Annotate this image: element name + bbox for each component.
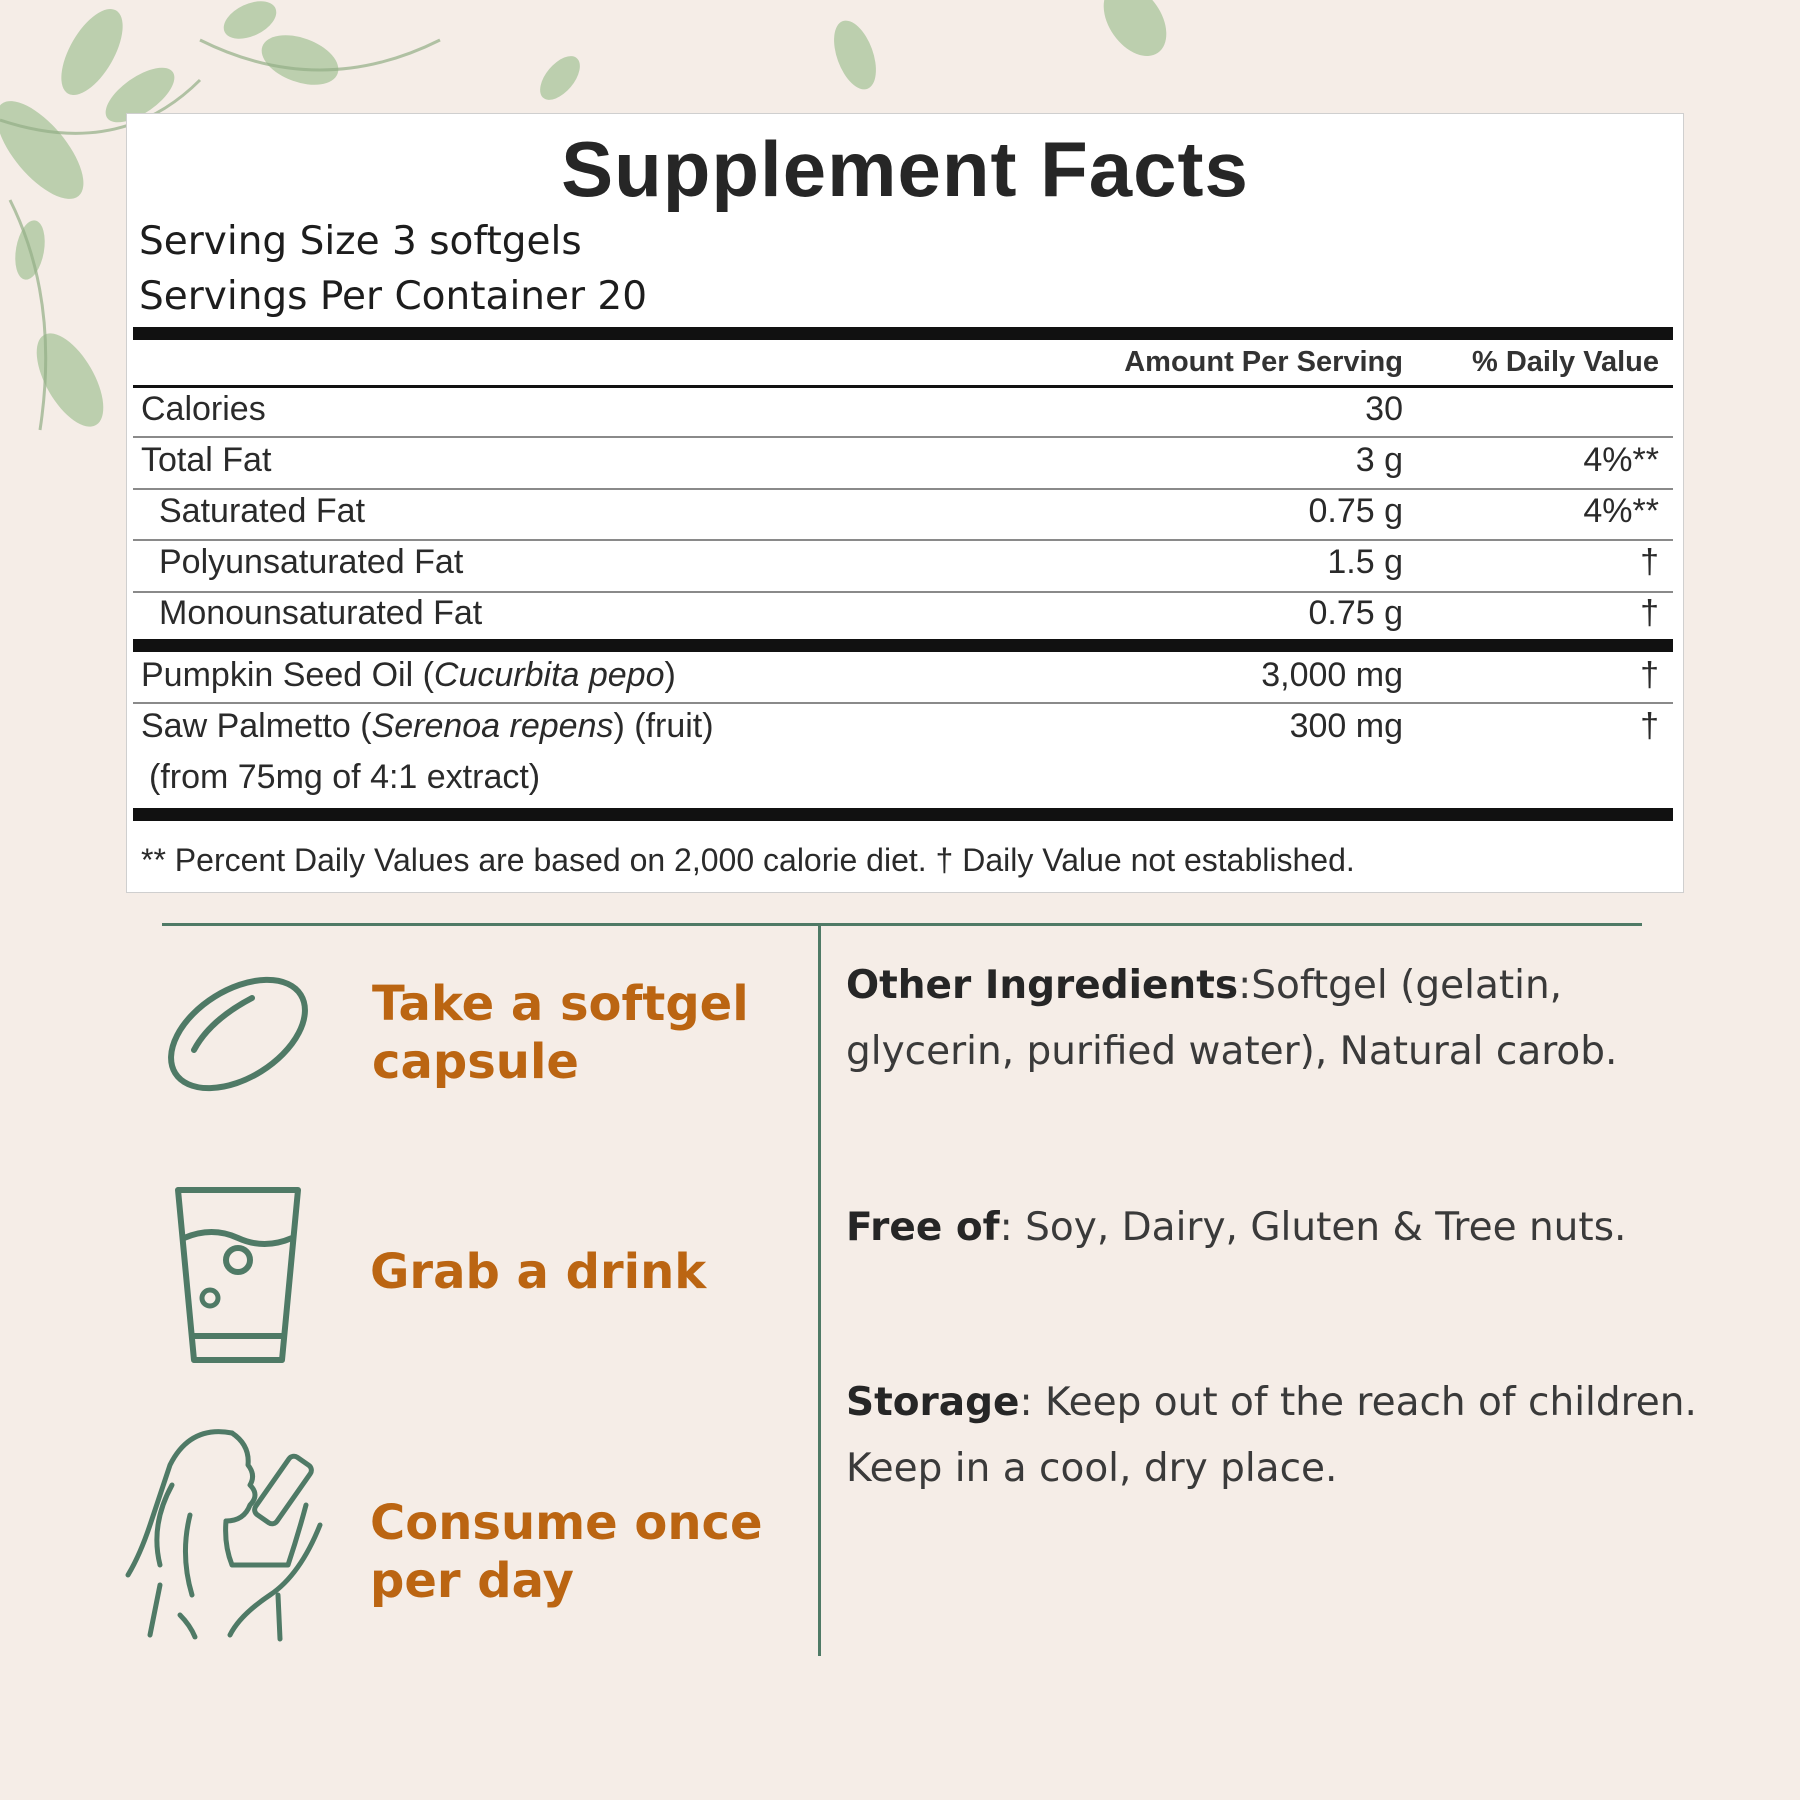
facts-row-amount: 3 g [1355, 441, 1403, 479]
free-of [846, 1195, 1706, 1261]
latin-name: Cucurbita pepo [433, 656, 665, 694]
facts-row-label: Saturated Fat [159, 492, 366, 530]
step-consume-text: Consume once per day [370, 1495, 763, 1609]
facts-row-label: Total Fat [141, 441, 272, 479]
other-ingredients-label: Other Ingredients [846, 963, 1239, 1008]
row-rule [133, 702, 1673, 704]
row-rule [133, 436, 1673, 438]
facts-row-dv: † [1640, 656, 1659, 694]
person-drinking-icon [120, 1425, 360, 1643]
supplement-facts-title: Supplement Facts [561, 125, 1249, 213]
facts-row-amount: 30 [1365, 390, 1403, 428]
row-rule [133, 591, 1673, 593]
storage-text: : Keep out of the reach of children. Keep in a cool, dry place. [846, 1380, 1697, 1491]
extract-note: (from 75mg of 4:1 extract) [149, 758, 541, 796]
free-of-text: : Soy, Dairy, Gluten & Tree nuts. [999, 1205, 1627, 1250]
storage [846, 1370, 1706, 1502]
facts-row-amount: 3,000 mg [1261, 656, 1403, 694]
facts-row-label: Monounsaturated Fat [159, 594, 483, 632]
facts-row-amount: 300 mg [1289, 707, 1403, 745]
daily-value-header: % Daily Value [1472, 346, 1659, 378]
facts-row-label: Calories [141, 390, 266, 428]
amount-per-serving-header: Amount Per Serving [1124, 346, 1403, 378]
thick-rule [133, 639, 1673, 652]
serving-size: Serving Size 3 softgels [139, 219, 582, 264]
section-divider-vertical [818, 926, 821, 1656]
other-ingredients [846, 953, 1706, 1085]
facts-row-dv: † [1640, 543, 1659, 581]
facts-footnote: ** Percent Daily Values are based on 2,000 calorie diet. † Daily Value not established. [141, 842, 1355, 878]
drink-glass-icon [172, 1186, 304, 1366]
step-drink-text: Grab a drink [370, 1244, 707, 1300]
facts-row-amount: 0.75 g [1308, 594, 1403, 632]
facts-row-label: Pumpkin Seed Oil (Cucurbita pepo) [141, 656, 676, 694]
supplement-facts-panel [126, 113, 1684, 893]
facts-row-dv: † [1640, 707, 1659, 745]
row-rule [133, 539, 1673, 541]
other-ingredients-text: :Softgel (gelatin, glycerin, purified water), Natural carob. [846, 963, 1618, 1074]
header-rule [133, 385, 1673, 388]
servings-per-container: Servings Per Container 20 [139, 274, 648, 319]
facts-row-dv: † [1640, 594, 1659, 632]
row-rule [133, 488, 1673, 490]
step-softgel-text: Take a softgel capsule [372, 976, 749, 1090]
facts-row-label: Polyunsaturated Fat [159, 543, 464, 581]
facts-row-amount: 0.75 g [1308, 492, 1403, 530]
free-of-label: Free of [846, 1205, 1000, 1250]
thick-rule [133, 808, 1673, 821]
section-divider-horizontal [162, 923, 1642, 926]
storage-label: Storage [846, 1380, 1020, 1425]
latin-name: Serenoa repens [371, 707, 614, 745]
facts-row-dv: 4%** [1583, 441, 1659, 479]
softgel-capsule-icon [160, 972, 320, 1092]
facts-row-dv: 4%** [1583, 492, 1659, 530]
facts-row-amount: 1.5 g [1327, 543, 1403, 581]
thick-rule [133, 327, 1673, 340]
facts-row-label: Saw Palmetto (Serenoa repens) (fruit) [141, 707, 714, 745]
